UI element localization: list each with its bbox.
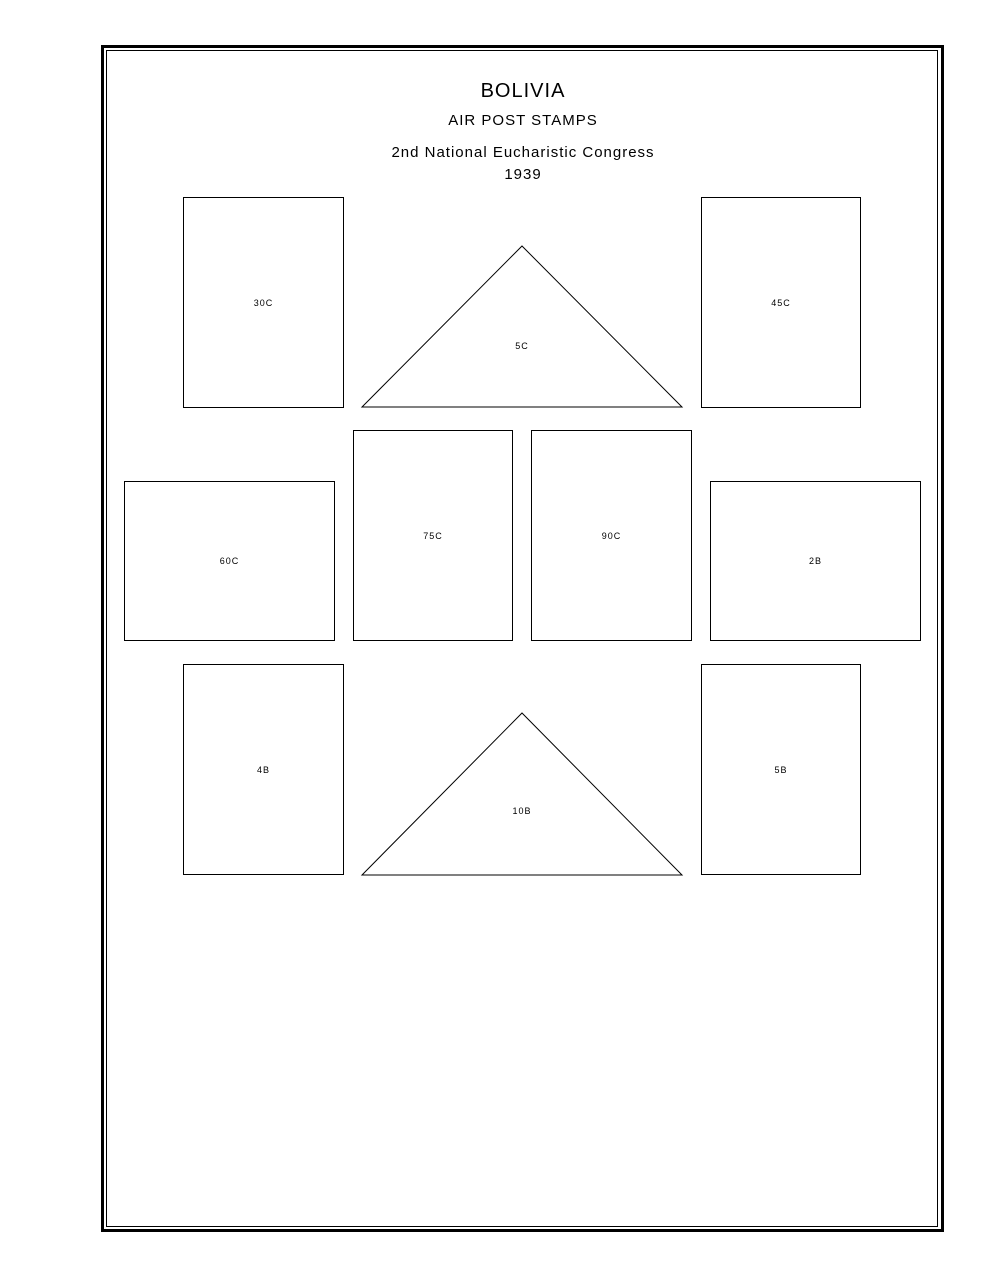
denomination-label: 75C bbox=[423, 530, 443, 541]
denomination-label: 60C bbox=[219, 556, 240, 566]
country-title: BOLIVIA bbox=[480, 80, 566, 102]
stamp-box-5b bbox=[701, 664, 861, 875]
stamp-box-30c bbox=[183, 197, 344, 408]
denomination-label: 2B bbox=[808, 556, 822, 566]
denomination-label: 90C bbox=[601, 530, 622, 541]
section-title: AIR POST STAMPS bbox=[448, 112, 598, 129]
denomination-label: 45C bbox=[771, 297, 791, 308]
stamp-triangle-10b bbox=[360, 712, 685, 878]
stamp-box-45c bbox=[701, 197, 861, 408]
stamp-box-4b bbox=[183, 664, 344, 875]
denomination-label: 5B bbox=[774, 764, 788, 775]
stamp-box-2b bbox=[710, 481, 921, 641]
denomination-label: 5C bbox=[515, 341, 529, 351]
issue-title: 2nd National Eucharistic Congress bbox=[391, 144, 655, 161]
stamp-box-90c bbox=[531, 430, 692, 641]
issue-year: 1939 bbox=[504, 166, 542, 183]
stamp-box-75c bbox=[353, 430, 513, 641]
denomination-label: 30C bbox=[253, 297, 274, 308]
stamp-triangle-5c bbox=[360, 245, 685, 410]
denomination-label: 4B bbox=[256, 764, 270, 775]
denomination-label: 10B bbox=[512, 806, 532, 816]
stamp-box-60c bbox=[124, 481, 335, 641]
